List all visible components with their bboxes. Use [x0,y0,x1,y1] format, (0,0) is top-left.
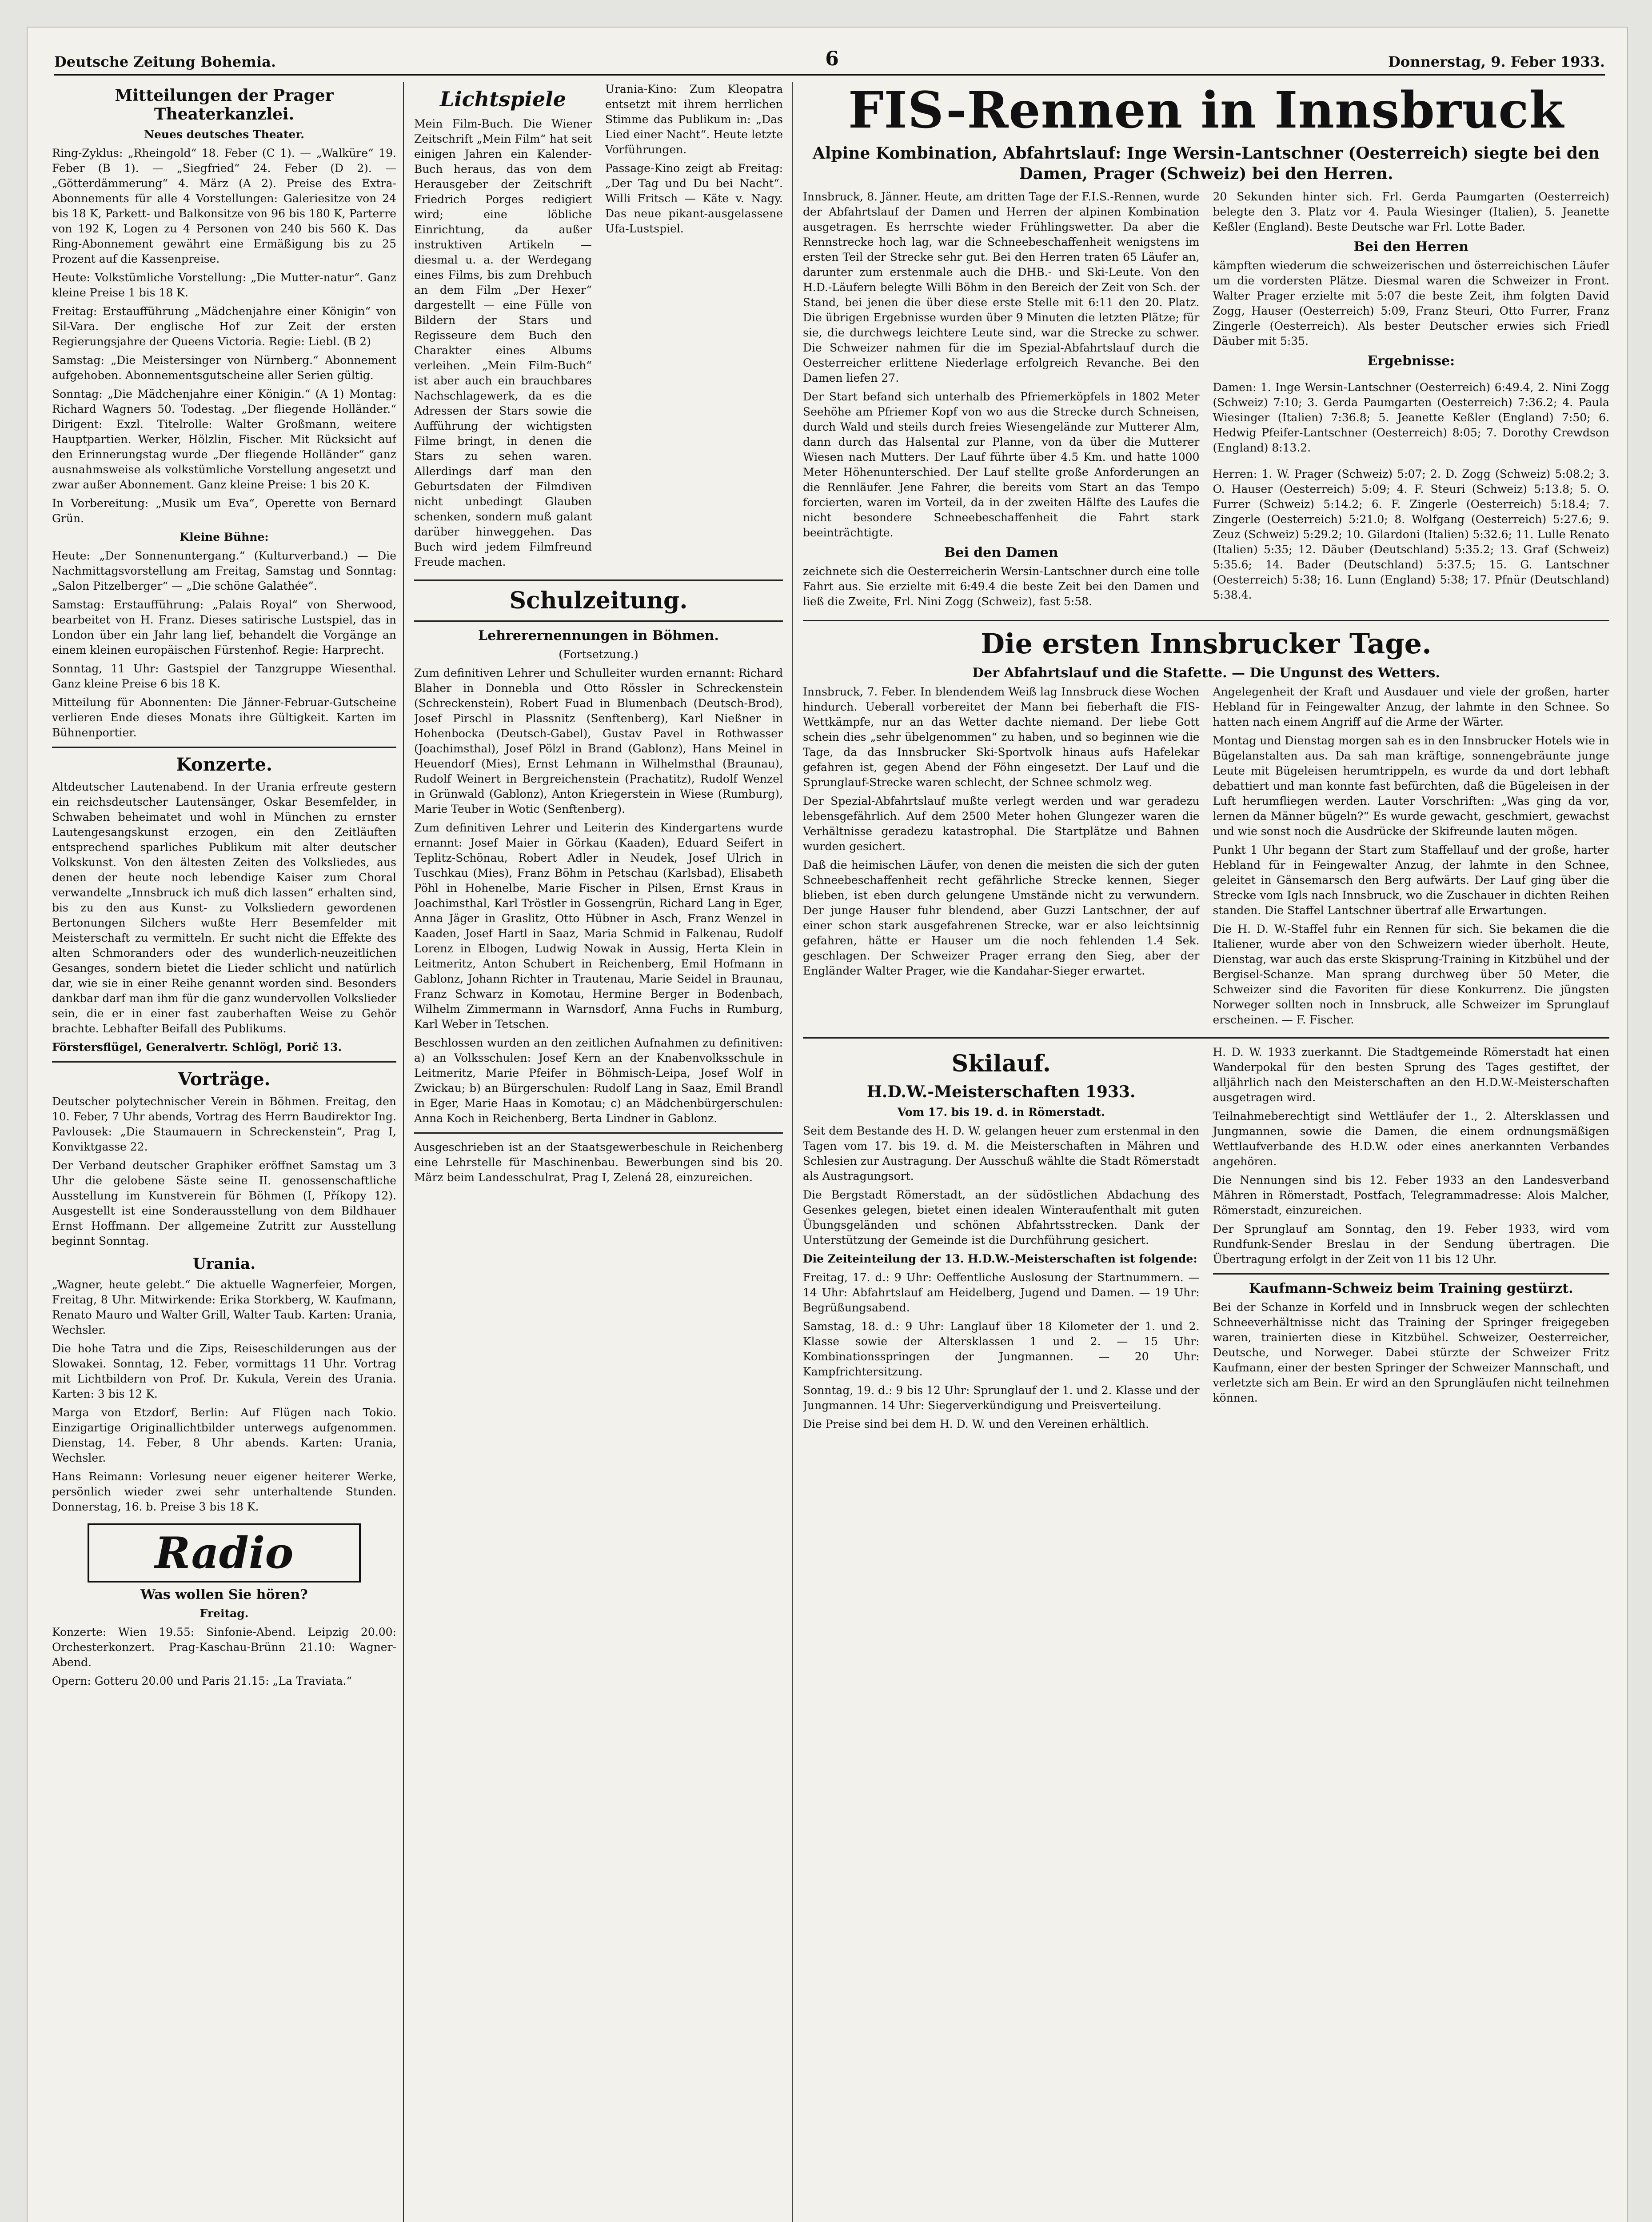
column-film-school [414,82,783,2222]
meister-paragraph: H. D. W. 1933 zuerkannt. Die Stadtgemeinde Römerstadt hat einen Wanderpokal für den besten Sprung des Tages gestiftet, der alljährlich nach den Meisterschaften an den H.D.W.-Meisterschaften ausgetragen wird. [1213,1046,1609,1104]
fortsetzung: (Fortsetzung.) [559,648,638,661]
column-rule [403,82,404,2222]
meister-paragraph: Die Nennungen sind bis 12. Feber 1933 an den Landesverband Mähren in Römerstadt, Postfach, Telegrammadresse: Alois Malcher, Römerstadt, einzureichen. [1213,1174,1609,1217]
lichtspiele-title: Lichtspiele [439,87,567,111]
meister-paragraph: Die Preise sind bei dem H. D. W. und den Vereinen erhältlich. [803,1418,1149,1431]
divider [414,620,783,622]
divider [1213,1273,1610,1275]
kino-paragraph: Urania-Kino: Zum Kleopatra entsetzt mit ihrem herrlichen Stimme das Publikum in: „Das Lied einer Nacht“. Heute letzte Vorführungen. [605,83,783,156]
theater-paragraph: Freitag: Erstaufführung „Mädchenjahre einer Königin“ von Sil-Vara. Der englische Hof zur Zeit der ersten Regierungsjahre der Queens Victoria. Regie: Liebl. (B 2) [52,305,396,348]
fis-paragraph: kämpften wiederum die schweizerischen und österreichischen Läufer um die vordersten Plätze. Diesmal waren die Schweizer in Front. Walter Prager erzielte mit 5:07 die beste Zeit, ihm folgten David Zogg, Hauser (Oesterreich) 5:09, Franz Steuri, Otto Furrer, Franz Zingerle (Oesterreich). Als bester Deutscher erwies sich Friedl Däuber mit 5:35. [1213,259,1609,348]
schulzeitung-title: Schulzeitung. [509,587,688,614]
ergebnisse-title: Ergebnisse: [1367,353,1455,369]
konzerte-paragraph: Altdeutscher Lautenabend. In der Urania erfreute gestern ein reichsdeutscher Lautensänger, Oskar Besemfelder, in Schwaben beheimatet und wohl in München zu ernster Lautengesangskunst erzogen, ein den Zeitläuften entsprechend sparliches Publikum mit alter deutscher Volkskunst. Von den ältesten Zeiten des Volksliedes, aus denen der heute noch lebendige Kaiser zum Choral verwandelte „Innsbruck ich muß dich lassen“ erhalten sind, bis zu den aus Kunst- zu Volksliedern gewordenen Bertonungen Silchers wußte Herr Besemfelder mit Meisterschaft zu vermitteln. Er sucht nicht die Effekte des alten Schmoranders oder des wunderlich-neuzeitlichen Gesanges, sondern bietet die Lieder schlicht und natürlich dar, wie sie in einer Reihe genannt worden sind. Besonders dankbar darf man ihm für die ganz wundervollen Volkslieder sein, die er in einer fast zauberhaften Weise zu Gehör brachte. Lebhafter Beifall des Publikums. [52,780,396,1035]
radio-paragraph: Konzerte: Wien 19.55: Sinfonie-Abend. Leipzig 20.00: Orchesterkonzert. Prag-Kaschau-Brünn 21.10: Wagner-Abend. [52,1626,396,1669]
page-number: 6 [825,48,839,70]
fis-deck: Alpine Kombination, Abfahrtslauf: Inge Wersin-Lantschner (Oesterreich) siegte bei den Damen, Prager (Schweiz) bei den Herren. [812,144,1600,183]
tage-paragraph: Innsbruck, 7. Feber. In blendendem Weiß lag Innsbruck diese Wochen hindurch. Ueberall vorbereitet der Mann bei fieberhaft die FIS-Wettkämpfe, nur an das Wetter dachte niemand. Der liebe Gott schein dies „sehr übelgenommen“ zu haben, und so beginnen wie die Tage, da das Innsbrucker Ski-Sportvolk hinaus aufs Hafelekar gefahren ist, gegen Abend der Föhn eingesetzt. Der Lauf und die Sprunglauf-Strecke waren schlecht, der Schnee schmolz weg. [803,685,1200,789]
divider [414,1132,783,1134]
newspaper-page [27,27,1628,2222]
theater-paragraph: Heute: „Der Sonnenuntergang.“ (Kulturverband.) — Die Nachmittagsvorstellung am Freitag, Samstag und Sonntag: „Salon Pitzelberger“ — „Die schöne Galathée“. [52,549,396,592]
skilauf-title: Skilauf. [951,1050,1051,1077]
column-theater [52,82,396,2222]
theater-paragraph: Sonntag: „Die Mädchenjahre einer Königin.“ (A 1) Montag: Richard Wagners 50. Todestag. „Der fliegende Holländer.“ Dirigent: Exzl. Titelrolle: Walter Großmann, weitere Hauptpartien. Werker, Hölzlin, Fischer. Mit Rücksicht auf den Erinnerungstag wurde „Der fliegende Holländer“ ganz ausnahmsweise als volkstümliche Vorstellung angesetzt und zwar außer Abonnement. Ganz kleine Preise: 1 bis 20 K. [52,388,396,491]
divider [52,747,396,748]
school-paragraph: Beschlossen wurden an den zeitlichen Aufnahmen zu definitiven: a) an Volksschulen: Josef Kern an der Knabenvolksschule in Leitmeritz, Marie Pfeifer in Böhmisch-Leipa, Josef Wolf in Zwickau; b) an Bürgerschulen: Rudolf Lang in Saaz, Emil Brandl in Eger, Marie Haas in Komotau; c) an Mädchenbürgerschulen: Anna Koch in Reichenberg, Berta Lindner in Gablonz. [414,1036,783,1125]
theater-paragraph: Ring-Zyklus: „Rheingold“ 18. Feber (C 1). — „Walküre“ 19. Feber (B 1). — „Siegfried“ 24. Feber (D 2). — „Götterdämmerung“ 4. März (A 2). Preise des Extra-Abonnements für alle 4 Vorstellungen: Galeriesitze von 24 bis 18 K, Parkett- und Balkonsitze von 96 bis 180 K, Parterre von 192 K, Logen zu 4 Personen von 240 bis 560 K. Das Ring-Abonnement gewährt eine Ermäßigung bis zu 25 Prozent auf die Kassenpreise. [52,147,396,265]
divider [414,579,783,581]
tage-paragraph: Angelegenheit der Kraft und Ausdauer und viele der großen, harter Hebland für in Feingewalter Anzug, der lahmte in den Schnee. So hatten nach einem Angriff auf die Arme der Wärter. [1213,685,1609,728]
urania-paragraph: Hans Reimann: Vorlesung neuer eigener heiterer Werke, persönlich wieder zwei sehr unterhaltende Stunden. Donnerstag, 16. b. Preise 3 bis 18 K. [52,1470,396,1513]
column-rule [792,82,793,2222]
fis-paragraph: Innsbruck, 8. Jänner. Heute, am dritten Tage der F.I.S.-Rennen, wurde der Abfahrtslauf der Damen und Herren der alpinen Kombination ausgetragen. Es herrschte wieder Frühlingswetter. Da aber die Rennstrecke hoch lag, war die Schneebeschaffenheit wenigstens im ersten Teil der Strecke sehr gut. Bei den Herren traten 65 Läufer an, darunter zum erstenmale auch die DHB.- und Ski-Leute. Von den H.D.-Läufern belegte Willi Böhm in den Bereich der Zeit von Sch. der Stand, bei jenen die über diese erste Stelle mit 6:11 den 20. Platz. Die übrigen Ergebnisse wurden über 9 Minuten die letzten Plätze; für sie, die durchwegs leichtere Leute sind, war die Strecke zu schwer. Die Schweizer nahmen für die im Spezial-Abfahrtslauf durch die Oesterreicher erlittene Niederlage erfolgreich Revanche. Bei den Damen liefen 27. [803,190,1200,384]
meister-paragraph: Die Bergstadt Römerstadt, an der südöstlichen Abdachung des Gesenkes gelegen, bietet einen idealen Winteraufenthalt mit guten Übungsgeländen und schönen Abfahrtsstrecken. Dank der Unterstützung der Gemeinde ist die Durchführung gesichert. [803,1188,1200,1247]
vortraege-paragraph: Der Verband deutscher Graphiker eröffnet Samstag um 3 Uhr die gelobene Säste seine II. genossenschaftliche Ausstellung im Kunstverein für Böhmen (I, Příkopy 12). Ausgestellt ist eine Sonderausstellung von dem Bildhauer Ernst Hoffmann. Der allgemeine Zutritt zur Ausstellung beginnt Sonntag. [52,1159,396,1247]
damen-title: Bei den Damen [944,545,1058,560]
theater-paragraph: Samstag: „Die Meistersinger von Nürnberg.“ Abonnement aufgehoben. Abonnementsgutscheine aller Serien gültig. [52,354,396,382]
tage-paragraph: Daß die heimischen Läufer, von denen die meisten die sich der guten Schneebeschaffenheit recht gefährliche Strecke kennen, Sieger blieben, ist eben durch gelungene Umstände nicht zu verwundern. Der junge Hauser fuhr blendend, aber Guzzi Lantschner, der auf einer schon stark ausgefahrenen Strecke, war er also leichtsinnig gefahren, hätte er Hauser um die noch fehlenden 1.4 Sek. geschlagen. Der Schweizer Prager errang den Sieg, aber der Engländer Walter Prager, wie die Kandahar-Sieger erwartet. [803,859,1200,977]
fis-paragraph: 20 Sekunden hinter sich. Frl. Gerda Paumgarten (Oesterreich) belegte den 3. Platz vor 4. Paula Wiesinger (Italien), 5. Jeanette Keßler (England). Beste Deutsche war Frl. Lotte Bader. [1213,190,1609,233]
meister-dates: Vom 17. bis 19. d. in Römerstadt. [897,1106,1105,1119]
column-sports [803,82,1609,2222]
fluegel-ad: Förstersflügel, Generalvertr. Schlögl, Porič 13. [52,1041,342,1054]
fis-headline: FIS-Rennen in Innsbruck [848,82,1564,140]
urania-paragraph: Marga von Etzdorf, Berlin: Auf Flügen nach Tokio. Einzigartige Originallichtbilder unterwegs aufgenommen. Dienstag, 14. Feber, 8 Uhr abends. Karten: Urania, Wechsler. [52,1406,396,1464]
meister-paragraph: Seit dem Bestande des H. D. W. gelangen heuer zum erstenmal in den Tagen vom 17. bis 19. d. M. die Meisterschaften in Mähren und Schlesien zur Austragung. Der Ausschuß wählte die Stadt Römerstadt als Austragungsort. [803,1124,1200,1183]
konzerte-title: Konzerte. [176,754,272,775]
theater-paragraph: Heute: Volkstümliche Vorstellung: „Die Mutter-natur“. Ganz kleine Preise 1 bis 18 K. [52,271,396,299]
theater-paragraph: Samstag: Erstaufführung: „Palais Royal“ von Sherwood, bearbeitet von H. Franz. Dieses satirische Lustspiel, das in London über ein Jahr lang lief, behandelt die Vorgänge an einem kleinen europäischen Fürstenhof. Regie: Harprecht. [52,598,396,656]
theater-paragraph: Mitteilung für Abonnenten: Die Jänner-Februar-Gutscheine verlieren Ende dieses Monats ihre Gültigkeit. Karten im Bühnenportier. [52,696,396,739]
lehrer-title: Lehrerernennungen in Böhmen. [478,628,719,643]
radio-paragraph: Opern: Gotteru 20.00 und Paris 21.15: „La Traviata.“ [52,1674,352,1687]
newspaper-name: Deutsche Zeitung Bohemia. [54,53,276,70]
radio-day: Freitag. [200,1607,249,1620]
zeit-title: Die Zeiteinteilung der 13. H.D.W.-Meisterschaften ist folgende: [803,1252,1197,1265]
kino-paragraph: Passage-Kino zeigt ab Freitag: „Der Tag und Du bei Nacht“. Willi Fritsch — Käte v. Nagy. Das neue pikant-ausgelassene Ufa-Lustspiel. [605,162,783,235]
theater-paragraph: Sonntag, 11 Uhr: Gastspiel der Tanzgruppe Wiesenthal. Ganz kleine Preise 6 bis 18 K. [52,662,396,690]
divider [803,620,1609,621]
issue-date: Donnerstag, 9. Feber 1933. [1388,53,1605,70]
tage-paragraph: Die H. D. W.-Staffel fuhr ein Rennen für sich. Sie bekamen die die Italiener, wurde aber von den Schweizern wieder überholt. Heute, Dienstag, war auch das erste Skisprung-Training in Kitzbühel und der Bergisel-Schanze. Man sprang durchweg über 50 Meter, die Schweizer sind die Favoriten für diese Konkurrenz. Die jüngsten Norweger sollten noch in Innsbruck, alle Schweizer im Sprunglauf erscheinen. — F. Fischer. [1213,923,1609,1026]
school-paragraph: Zum definitiven Lehrer und Leiterin des Kindergartens wurde ernannt: Josef Maier in Görkau (Kaaden), Eduard Seifert in Teplitz-Schönau, Robert Adler in Neudek, Josef Ulrich in Tuschkau (Mies), Franz Böhm in Petschau (Karlsbad), Elisabeth Pöhl in Hohenelbe, Marie Fischer in Pilsen, Ernst Kraus in Joachimsthal, Karl Tröstler in Gossengrün, Richard Lang in Eger, Anna Jäger in Graslitz, Otto Hübner in Asch, Franz Wenzel in Kaaden, Josef Hartl in Saaz, Maria Schmid in Falkenau, Rudolf Lorenz in Elbogen, Ludwig Nowak in Aussig, Herta Klein in Leitmeritz, Anton Schubert in Reichenberg, Emil Hofmann in Gablonz, Johann Richter in Trautenau, Marie Seidel in Braunau, Franz Schwarz in Komotau, Hermine Berger in Bodenbach, Wilhelm Zimmermann in Warnsdorf, Anna Fuchs in Rumburg, Karl Weber in Tetschen. [414,821,783,1031]
tage-paragraph: Montag und Dienstag morgen sah es in den Innsbrucker Hotels wie in Bügelanstalten aus. Da sah man kräftige, sonnengebräunte junge Leute mit Bügeleisen herumtrippeln, es wurde da und dort lebhaft debattiert und man konnte fast befürchten, daß die Bügeleisen in der Luft herumfliegen werden. Lauter Vorschriften: „Was ging da vor, lernen da Männer bügeln?“ Es wurde gewacht, geschmiert, gewachst und wie sonst noch die Ausdrücke der Skifreunde lauten mögen. [1213,734,1609,838]
results-men: Herren: 1. W. Prager (Schweiz) 5:07; 2. D. Zogg (Schweiz) 5:08.2; 3. O. Hauser (Oesterreich) 5:09; 4. F. Steuri (Schweiz) 5:13.8; 5. O. Furrer (Schweiz) 5:14.2; 6. F. Zingerle (Oesterreich) 5:18.4; 7. Zingerle (Oesterreich) 5:21.0; 8. Wolfgang (Oesterreich) 5:27.6; 9. Zeuz (Schweiz) 5:29.2; 10. Gilardoni (Italien) 5:32.6; 11. Lulle Renato (Italien) 5:35; 12. Däuber (Deutschland) 5:35.2; 13. Graf (Schweiz) 5:35.6; 14. Bader (Deutschland) 5:37.5; 15. G. Lantschner (Oesterreich) 5:38; 16. Lunn (England) 5:38; 17. Pfnür (Deutschland) 5:38.4. [1213,468,1609,601]
fis-paragraph: Der Start befand sich unterhalb des Pfriemerköpfels in 1802 Meter Seehöhe am Pfriemer Kopf von wo aus die Strecke durch Schneisen, durch Wald und steils durch freies Wiesengelände zur Mutterer Alm, dann durch das Halsental zur Planne, von da über die Mutterer Wiesen nach Mutters. Der Lauf führte über 4.5 Km. und hatte 1000 Meter Höhenunterschied. Der Lauf stellte große Anforderungen an die Rennläufer. Jene Fahrer, die bereits vom Start an das Tempo forcierten, waren im Vorteil, da in der zweiten Hälfte des Laufes die nicht besondere Schneebeschaffenheit die Fahrt stark beeinträchtigte. [803,390,1200,539]
radio-title: Radio [88,1523,361,1583]
vortraege-paragraph: Deutscher polytechnischer Verein in Böhmen. Freitag, den 10. Feber, 7 Uhr abends, Vortrag des Herrn Baudirektor Ing. Pavlousek: „Die Staumauern in Schreckenstein“, Prag I, Konviktgasse 22. [52,1095,396,1153]
theater-subtitle: Neues deutsches Theater. [144,128,304,141]
herren-title: Bei den Herren [1353,239,1469,255]
meister-paragraph: Der Sprunglauf am Sonntag, den 19. Feber 1933, wird vom Rundfunk-Sender Breslau in der Sendung übertragen. Die Übertragung erfolgt in der Zeit von 11 bis 12 Uhr. [1213,1223,1609,1266]
meister-paragraph: Teilnahmeberechtigt sind Wettläufer der 1., 2. Altersklassen und Jungmannen, sowie die Damen, die einem ordnungsmäßigen Wettlaufverbande des H.D.W. oder eines anerkannten Verbandes angehören. [1213,1110,1609,1168]
tage-paragraph: Punkt 1 Uhr begann der Start zum Staffellauf und der große, harter Hebland für in Feingewalter Anzug, der lahmte in den Schnee, geleitet in Gänsemarsch den Berg aufwärts. Der Lauf ging über die Strecke vom Igls nach Innsbruck, wo die Zuschauer in dichten Reihen standen. Die Staffel Lantschner übertraf alle Erwartungen. [1213,843,1609,917]
tage-paragraph: Der Spezial-Abfahrtslauf mußte verlegt werden und war geradezu lebensgefährlich. Auf dem 2500 Meter hohen Glungezer waren die Verhältnisse geradezu katastrophal. Die Startplätze und Bahnen wurden gesichert. [803,795,1200,853]
urania-title: Urania. [192,1255,256,1273]
vortraege-title: Vorträge. [178,1069,271,1090]
tage-deck: Der Abfahrtslauf und die Stafette. — Die Ungunst des Wetters. [972,665,1440,681]
page-header [54,28,1605,76]
kaufmann-paragraph: Bei der Schanze in Korfeld und in Innsbruck wegen der schlechten Schneeverhältnisse nicht das Training der Springer freigegeben waren, trainierten diese in Kitzbühel. Schweizer, Oesterreicher, Deutsche, und Norweger. Dabei stürzte der Schweizer Fritz Kaufmann, einer der besten Springer der Schweizer Mannschaft, und verletzte sich am Bein. Er wird an den Sprungläufen nicht teilnehmen können. [1213,1301,1609,1404]
school-paragraph: Ausgeschrieben ist an der Staatsgewerbeschule in Reichenberg eine Lehrstelle für Maschinenbau. Bewerbungen sind bis 20. März beim Landesschulrat, Prag I, Zelená 28, einzureichen. [414,1141,783,1184]
fis-paragraph: zeichnete sich die Oesterreicherin Wersin-Lantschner durch eine tolle Fahrt aus. Sie erzielte mit 6:49.4 die beste Zeit bei den Damen und ließ die Zweite, Frl. Nini Zogg (Schweiz), fast 5:58. [803,565,1200,608]
school-paragraph: Zum definitiven Lehrer und Schulleiter wurden ernannt: Richard Blaher in Donnebla und Otto Rössler in Schreckenstein (Schreckenstein), Robert Fuad in Blumenbach (Deutsch-Brod), Josef Pirschl in Plassnitz (Senftenberg), Karl Nießner in Hohenbocka (Deutsch-Gabel), Gustav Pavel in Rothwasser (Joachimsthal), Josef Pölzl in Brand (Gablonz), Hans Meinel in Heuendorf (Mies), Ernst Lehmann in Wilhelmsthal (Braunau), Rudolf Weinert in Bergreichenstein (Prachatitz), Rudolf Wenzel in Grünwald (Gablonz), Anton Kriegerstein in Wiese (Rumburg), Marie Teuber in Wotic (Senftenberg). [414,667,783,815]
meister-paragraph: Samstag, 18. d.: 9 Uhr: Langlauf über 18 Kilometer der 1. und 2. Klasse sowie der Altersklassen 1 und 2. — 15 Uhr: Kombinationsspringen der Jungmannen. — 20 Uhr: Kampfrichtersitzung. [803,1320,1200,1378]
divider [803,1037,1609,1039]
meister-paragraph: Sonntag, 19. d.: 9 bis 12 Uhr: Sprunglauf der 1. und 2. Klasse und der Jungmannen. 14 Uhr: Siegerverkündigung und Preisverteilung. [803,1384,1200,1412]
results-women: Damen: 1. Inge Wersin-Lantschner (Oesterreich) 6:49.4, 2. Nini Zogg (Schweiz) 7:10; 3. Gerda Paumgarten (Oesterreich) 7:36.2; 4. Paula Wiesinger (Italien) 7:36.8; 5. Jeanette Keßler (England) 7:50; 6. Hedwig Pfeifer-Lantschner (Oesterreich) 8:05; 7. Dorothy Crewdson (England) 8:13.2. [1213,381,1609,454]
theater-title: Mitteilungen der Prager Theaterkanzlei. [115,86,334,124]
meister-paragraph: Freitag, 17. d.: 9 Uhr: Oeffentliche Auslosung der Startnummern. — 14 Uhr: Abfahrtslauf am Heidelberg, Jugend und Damen. — 19 Uhr: Begrüßungsabend. [803,1271,1200,1314]
radio-subtitle: Was wollen Sie hören? [140,1587,308,1603]
urania-paragraph: Die hohe Tatra und die Zips, Reiseschilderungen aus der Slowakei. Sonntag, 12. Feber, vormittags 11 Uhr. Vortrag mit Lichtbildern von Prof. Dr. Kukula, Verein des Urania. Karten: 3 bis 12 K. [52,1342,396,1400]
divider [52,1061,396,1063]
kaufmann-title: Kaufmann-Schweiz beim Training gestürzt. [1249,1281,1573,1296]
theater-paragraph: In Vorbereitung: „Musik um Eva“, Operette von Bernard Grün. [52,497,396,525]
meister-title: H.D.W.-Meisterschaften 1933. [866,1083,1136,1101]
film-paragraph: Mein Film-Buch. Die Wiener Zeitschrift „Mein Film“ hat seit einigen Jahren ein Kalender-Buch heraus, das von dem Herausgeber der Zeitschrift Friedrich Porges redigiert wird; eine löbliche Einrichtung, da außer instruktiven Artikeln — diesmal u. a. der Werdegang eines Films, bis zum Drehbuch an dem Film „Der Hexer“ dargestellt — eine Fülle von Bildern der Stars und Regisseure dem Buch den Charakter eines Albums verleihen. „Mein Film-Buch“ ist aber auch ein brauchbares Nachschlagewerk, da es die Adressen der Stars sowie die Aufführung der wichtigsten Filme bringt, in denen die Stars zu sehen waren. Allerdings darf man den Geburtsdaten der Filmdiven nicht unbedingt Glauben schenken, sondern muß galant darüber hinweggehen. Das Buch wird jedem Filmfreund Freude machen. [414,117,592,568]
kleine-buehne-title: Kleine Bühne: [180,531,269,544]
tage-headline: Die ersten Innsbrucker Tage. [981,627,1432,660]
urania-paragraph: „Wagner, heute gelebt.“ Die aktuelle Wagnerfeier, Morgen, Freitag, 8 Uhr. Mitwirkende: Erika Storkberg, W. Kaufmann, Renato Mauro und Walter Grill, Walter Taub. Karten: Urania, Wechsler. [52,1278,396,1336]
